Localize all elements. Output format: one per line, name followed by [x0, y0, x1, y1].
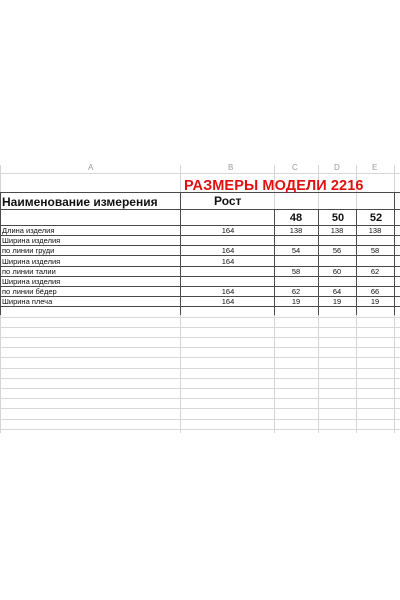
row-label: Ширина изделия — [2, 257, 61, 266]
size-value-cell: 19 — [332, 297, 342, 306]
size-value-cell: 64 — [332, 287, 342, 296]
row-label: Ширина изделия — [2, 236, 61, 245]
row-label: по линии бёдер — [2, 287, 57, 296]
size-value-cell: 58 — [291, 267, 301, 276]
column-letter-d: D — [334, 163, 340, 172]
grid-hline — [0, 378, 400, 379]
grid-hline — [0, 419, 400, 420]
height-cell: 164 — [221, 297, 235, 306]
height-cell: 164 — [221, 246, 235, 255]
row-label: Ширина изделия — [2, 277, 61, 286]
row-label: по линии груди — [2, 246, 55, 255]
size-header-50: 50 — [331, 212, 345, 224]
spreadsheet — [0, 165, 400, 435]
height-cell: 164 — [221, 226, 235, 235]
grid-hline — [0, 209, 400, 210]
size-value-cell: 60 — [332, 267, 342, 276]
grid-hline — [0, 317, 400, 318]
column-letter-a: A — [88, 163, 94, 172]
grid-hline — [0, 337, 400, 338]
row-label: по линии талии — [2, 267, 56, 276]
row-label: Длина изделия — [2, 226, 55, 235]
grid-hline — [0, 429, 400, 430]
column-letter-b: B — [228, 163, 234, 172]
table-border — [0, 192, 1, 315]
column-letter-c: C — [292, 163, 298, 172]
grid-hline — [0, 173, 400, 174]
size-value-cell: 19 — [291, 297, 301, 306]
grid-hline — [0, 408, 400, 409]
size-value-cell: 56 — [332, 246, 342, 255]
grid-hline — [0, 388, 400, 389]
grid-hline — [0, 398, 400, 399]
size-value-cell: 19 — [370, 297, 380, 306]
size-value-cell: 62 — [291, 287, 301, 296]
size-header-48: 48 — [289, 212, 303, 224]
column-letter-e: E — [372, 163, 378, 172]
size-value-cell: 62 — [370, 267, 380, 276]
size-value-cell: 138 — [368, 226, 382, 235]
size-header-52: 52 — [369, 212, 383, 224]
size-value-cell: 138 — [330, 226, 344, 235]
size-value-cell: 58 — [370, 246, 380, 255]
grid-hline — [0, 357, 400, 358]
size-value-cell: 138 — [289, 226, 303, 235]
row-label: Ширина плеча — [2, 297, 53, 306]
size-value-cell: 66 — [370, 287, 380, 296]
grid-hline — [0, 368, 400, 369]
table-border — [274, 209, 275, 315]
grid-hline — [0, 327, 400, 328]
table-title: РАЗМЕРЫ МОДЕЛИ 2216 — [184, 178, 364, 194]
height-header: Рост — [214, 194, 242, 208]
grid-hline — [0, 347, 400, 348]
height-cell: 164 — [221, 287, 235, 296]
table-border — [180, 192, 181, 315]
measurement-name-header: Наименование измерения — [2, 195, 158, 209]
height-cell: 164 — [221, 257, 235, 266]
size-value-cell: 54 — [291, 246, 301, 255]
